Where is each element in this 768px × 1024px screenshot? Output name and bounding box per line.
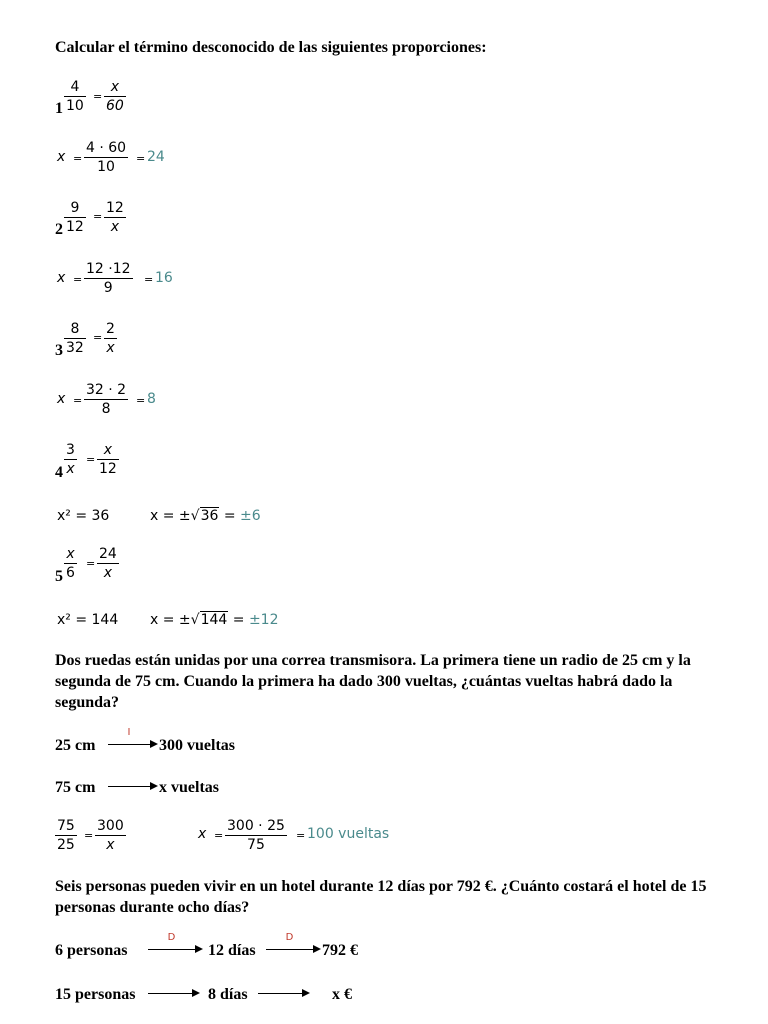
problem-number: 4 bbox=[55, 464, 63, 481]
plus-minus: x = ± bbox=[150, 612, 191, 628]
numerator: 300 bbox=[97, 818, 124, 834]
inverse-arrow bbox=[108, 727, 158, 751]
arrow-right-icon bbox=[150, 740, 158, 748]
equals-sign: = bbox=[86, 557, 96, 570]
denominator: 60 bbox=[106, 98, 124, 114]
direct-tag: D bbox=[167, 932, 176, 943]
arrow bbox=[148, 988, 200, 1000]
denominator: 10 bbox=[66, 98, 84, 114]
numerator: 2 bbox=[106, 321, 115, 337]
arrow bbox=[258, 988, 310, 1000]
denominator: 12 bbox=[99, 461, 117, 477]
solution-result: 8 bbox=[147, 391, 156, 407]
solution-fraction bbox=[84, 260, 133, 297]
denominator: 9 bbox=[103, 280, 113, 296]
equals-sign: = bbox=[144, 273, 154, 286]
equals-sign: = bbox=[136, 152, 146, 165]
numerator: 75 bbox=[57, 818, 75, 834]
numerator: 3 bbox=[66, 442, 75, 458]
hotel-row2-a: 15 personas bbox=[55, 986, 136, 1003]
denominator: 12 bbox=[66, 219, 84, 235]
direct-tag: D bbox=[285, 932, 294, 943]
wheels-problem-text: Dos ruedas están unidas por una correa transmisora. La primera tiene un radio de 25 cm y la segunda de 75 cm. Cuando la primera ha dado 300 vueltas, ¿cuántas vueltas habrá dado la segunda? bbox=[55, 652, 691, 711]
denominator: 6 bbox=[66, 565, 75, 581]
wheels-row2-left: 75 cm bbox=[55, 779, 96, 796]
solution-fraction bbox=[84, 381, 128, 418]
numerator: 300 · 25 bbox=[227, 818, 285, 834]
equals-sign: = bbox=[73, 152, 83, 165]
denominator: x bbox=[103, 565, 113, 581]
direct-arrow bbox=[266, 932, 321, 956]
equals-sign: = bbox=[73, 394, 83, 407]
equals-sign: = bbox=[296, 829, 306, 842]
numerator: x bbox=[104, 78, 126, 97]
solution-lhs: x bbox=[57, 270, 66, 286]
numerator: 9 bbox=[64, 199, 86, 218]
equals-sign: = bbox=[93, 331, 103, 344]
solution-fraction bbox=[84, 139, 128, 176]
page-title: Calcular el término desconocido de las siguientes proporciones: bbox=[55, 39, 487, 56]
fraction-right bbox=[95, 817, 126, 854]
denominator: 8 bbox=[101, 401, 111, 417]
numerator: 24 bbox=[99, 546, 117, 562]
wheels-row2-right: x vueltas bbox=[159, 779, 219, 796]
fraction-left bbox=[64, 441, 77, 478]
fraction-right bbox=[97, 545, 119, 582]
denominator: 75 bbox=[247, 837, 265, 853]
fraction-right bbox=[104, 199, 126, 236]
equals-sign: = bbox=[136, 394, 146, 407]
hotel-row1-a: 6 personas bbox=[55, 942, 128, 959]
numerator: 12 bbox=[106, 200, 124, 216]
solution-result: ±12 bbox=[248, 612, 279, 628]
numerator: 4 · 60 bbox=[86, 140, 127, 156]
arrow-right-icon bbox=[313, 945, 321, 953]
square-equation: x² = 144 bbox=[57, 612, 119, 628]
fraction-left bbox=[55, 817, 77, 854]
problem-number: 3 bbox=[55, 342, 63, 359]
radicand: 144 bbox=[200, 612, 228, 628]
solution-result: 100 vueltas bbox=[307, 826, 390, 842]
solution-lhs: x bbox=[57, 391, 66, 407]
numerator: x bbox=[97, 441, 119, 460]
numerator: 4 bbox=[64, 78, 86, 97]
denominator: 25 bbox=[57, 837, 75, 853]
arrow bbox=[108, 781, 158, 793]
numerator: 12 ·12 bbox=[86, 261, 131, 277]
numerator: 32 · 2 bbox=[86, 382, 127, 398]
solution-result: 24 bbox=[147, 149, 165, 165]
inverse-tag: I bbox=[127, 727, 131, 738]
problem-number: 2 bbox=[55, 221, 63, 238]
sqrt-icon: √ bbox=[190, 612, 200, 628]
hotel-row2-c: x € bbox=[332, 986, 352, 1003]
hotel-problem-text: Seis personas pueden vivir en un hotel durante 12 días por 792 €. ¿Cuánto costará el hotel de 15 personas durante ocho días? bbox=[55, 878, 707, 916]
hotel-row2-b: 8 días bbox=[208, 986, 248, 1003]
denominator: 10 bbox=[97, 159, 115, 175]
fraction-left bbox=[64, 545, 77, 582]
numerator: 8 bbox=[64, 320, 86, 339]
fraction-right bbox=[104, 320, 117, 357]
arrow-right-icon bbox=[195, 945, 203, 953]
fraction-right bbox=[104, 78, 126, 115]
direct-arrow bbox=[148, 932, 203, 956]
equals-sign: = bbox=[93, 90, 103, 103]
fraction-right bbox=[97, 441, 119, 478]
fraction-left bbox=[64, 320, 86, 357]
wheels-row1-left: 25 cm bbox=[55, 737, 96, 754]
equals-sign: = bbox=[232, 612, 245, 628]
arrow-right-icon bbox=[192, 989, 200, 997]
problem-number: 5 bbox=[55, 568, 63, 585]
denominator: x bbox=[106, 340, 115, 356]
sqrt-icon: √ bbox=[190, 508, 200, 524]
denominator: x bbox=[110, 219, 120, 235]
equals-sign: = bbox=[93, 210, 103, 223]
denominator: 32 bbox=[66, 340, 84, 356]
solution-fraction bbox=[225, 817, 287, 854]
solution-result: 16 bbox=[155, 270, 173, 286]
solution-lhs: x bbox=[198, 826, 207, 842]
arrow-right-icon bbox=[302, 989, 310, 997]
denominator: x bbox=[66, 461, 75, 477]
numerator: x bbox=[64, 545, 77, 564]
denominator: x bbox=[106, 837, 115, 853]
root-equation bbox=[150, 508, 261, 524]
root-equation bbox=[150, 612, 279, 628]
plus-minus: x = ± bbox=[150, 508, 191, 524]
problem-number: 1 bbox=[55, 100, 63, 117]
arrow-right-icon bbox=[150, 782, 158, 790]
equals-sign: = bbox=[86, 453, 96, 466]
fraction-left bbox=[64, 199, 86, 236]
solution-result: ±6 bbox=[240, 508, 261, 524]
square-equation: x² = 36 bbox=[57, 508, 110, 524]
hotel-row1-b: 12 días bbox=[208, 942, 256, 959]
solution-lhs: x bbox=[57, 149, 66, 165]
equals-sign: = bbox=[73, 273, 83, 286]
fraction-left bbox=[64, 78, 86, 115]
equals-sign: = bbox=[84, 829, 94, 842]
wheels-row1-right: 300 vueltas bbox=[159, 737, 235, 754]
equals-sign: = bbox=[223, 508, 236, 524]
equals-sign: = bbox=[214, 829, 224, 842]
radicand: 36 bbox=[200, 508, 219, 524]
hotel-row1-c: 792 € bbox=[322, 942, 358, 959]
